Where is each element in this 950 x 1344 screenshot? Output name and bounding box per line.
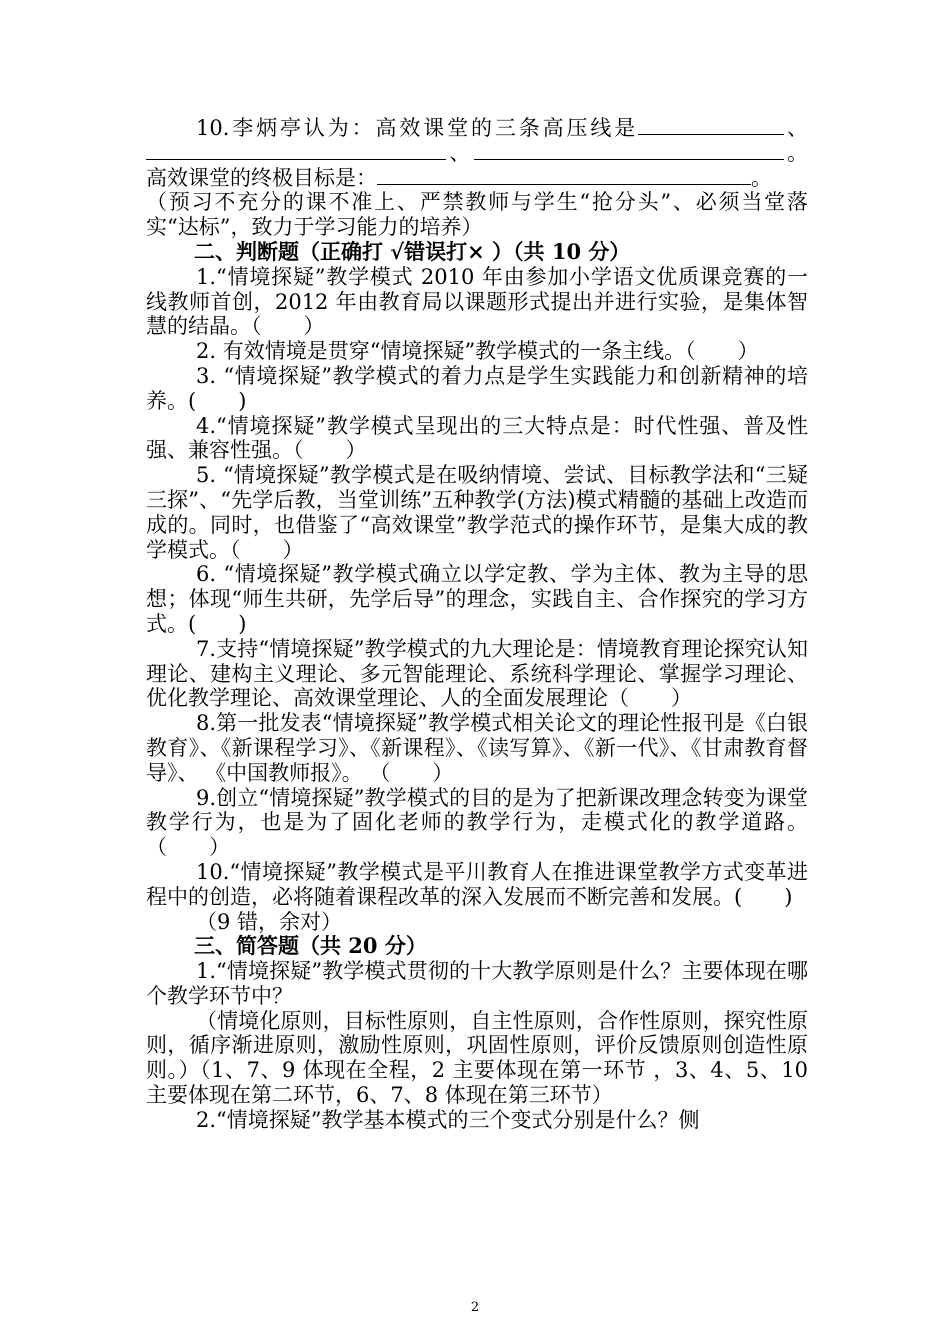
page-number: 2 xyxy=(470,1300,480,1315)
question-text: 。高效课堂的终极目标是： xyxy=(146,140,809,190)
tf-item: 1.“情境探疑”教学模式 2010 年由参加小学语文优质课竞赛的一线教师首创，2012 年由教育局以课题形式提出并进行实验，是集体智慧的结晶。（ ） xyxy=(146,264,808,339)
tf-item: 2. 有效情境是贯穿“情境探疑”教学模式的一条主线。（ ） xyxy=(196,339,759,364)
fill-answer: （预习不充分的课不准上、严禁教师与学生“抢分头”、必须当堂落实“达标”，致力于学习能力的培养） xyxy=(146,190,808,240)
answer-blank xyxy=(474,141,784,160)
answer-blank xyxy=(146,141,446,160)
short-answer-question-1: 1.“情境探疑”教学模式贯彻的十大教学原则是什么？主要体现在哪个教学环节中？ xyxy=(146,959,808,1008)
tf-item: 7.支持“情境探疑”教学模式的九大理论是：情境教育理论探究认知理论、建构主义理论、多元智能理论、系统科学理论、掌握学习理论、优化教学理论、高效课堂理论、人的全面发展理论（ ） xyxy=(146,636,808,711)
section-heading-true-false: 二、判断题（正确打 √错误打× ）（共 10 分） xyxy=(194,238,631,264)
tf-item: 9.创立“情境探疑”教学模式的目的是为了把新课改理念转变为课堂教学行为，也是为了固化老师的教学行为，走模式化的教学道路。（ ） xyxy=(146,785,808,860)
tf-item: 8.第一批发表“情境探疑”教学模式相关论文的理论性报刊是《白银教育》、《新课程学习》、《新课程》、《读写算》、《新一代》、《甘肃教育督导》、 《中国教师报》。 （ ） xyxy=(146,711,808,785)
tf-answer: （9 错，余对） xyxy=(196,909,343,934)
answer-blank xyxy=(377,166,751,185)
short-answer-answer-1: （情境化原则，目标性原则，自主性原则，合作性原则，探究性原则，循序渐进原则，激励性原则，巩固性原则，评价反馈原则创造性原则。）（1、7、9 体现在全程，2 主要体现在第一环节 ，3、4、5、10 主要体现在第二环节，6、7、8 体现在第三环节） xyxy=(146,1008,808,1108)
section-heading-short-answer: 三、简答题（共 20 分） xyxy=(194,933,427,959)
tf-item: 10.“情境探疑”教学模式是平川教育人在推进课堂教学方式变革进程中的创造，必将随着课程改革的深入发展而不断完善和发展。( ) xyxy=(146,859,808,909)
answer-blank xyxy=(638,116,784,135)
tf-item: 3. “情境探疑”教学模式的着力点是学生实践能力和创新精神的培养。( ) xyxy=(146,363,808,413)
tf-item: 4.“情境探疑”教学模式呈现出的三大特点是：时代性强、普及性强、兼容性强。（ ） xyxy=(146,413,808,463)
fill-question-10: 10.李炳亭认为：高效课堂的三条高压线是 、、 。高效课堂的终极目标是： 。 xyxy=(146,116,809,190)
tf-item: 5. “情境探疑”教学模式是在吸纳情境、尝试、目标教学法和“三疑三探”、“先学后教，当堂训练”五种教学(方法)模式精髓的基础上改造而成的。同时，也借鉴了“高效课堂”教学范式的操作环节，是集大成的教学模式。（ ） xyxy=(146,463,808,562)
short-answer-question-2: 2.“情境探疑”教学基本模式的三个变式分别是什么？侧 xyxy=(196,1107,700,1132)
question-text: 10.李炳亭认为：高效课堂的三条高压线是 xyxy=(196,116,639,140)
tf-item: 6. “情境探疑”教学模式确立以学定教、学为主体、教为主导的思想；体现“师生共研，先学后导”的理念，实践自主、合作探究的学习方式。( ) xyxy=(146,562,808,636)
